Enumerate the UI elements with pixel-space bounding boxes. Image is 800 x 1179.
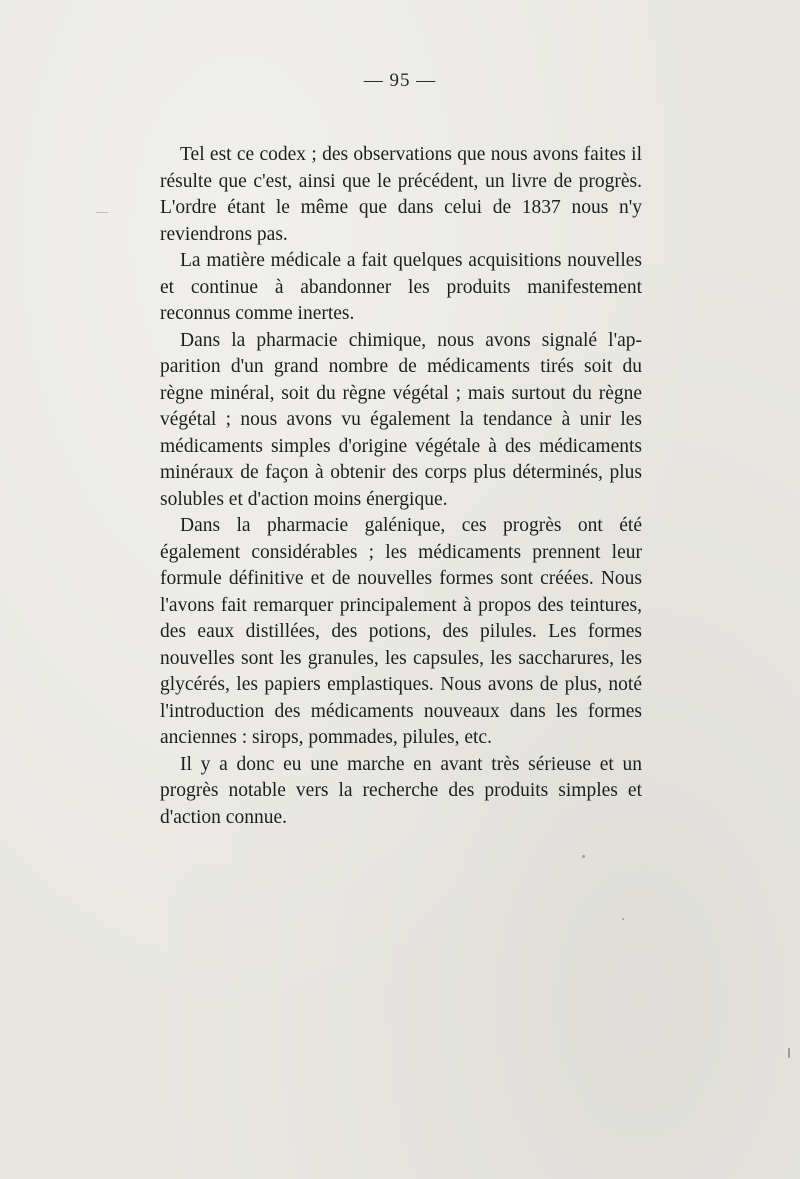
- page-number: — 95 —: [363, 70, 437, 91]
- paragraph-5: Il y a donc eu une marche en avant très sérieuse et un progrès notable vers la recherche des produits simples et d'action connue.: [160, 753, 642, 828]
- paragraph-2: La matière médicale a fait quelques acquisitions nouvelles et continue à abandonner les produits manifestement reconnus comme inertes.: [160, 250, 642, 324]
- paragraph-4: Dans la pharmacie galénique, ces progrès ont été également considérables ; les médicaments prennent leur formule définitive et de nouvelles formes sont créées. Nous l'avons fait remarquer principalement à propos des teintures, des eaux distillées, des potions, des pilules. Les formes nouvelles sont les granules, les capsules, les saccharures, les glycérés, les papiers emplastiques. Nous avons de plus, noté l'introduction des médicaments nouveaux dans les formes anciennes : sirops, pommades, pilules, etc.: [160, 515, 642, 748]
- paper-speck: [622, 918, 624, 920]
- paragraph-1: Tel est ce codex ; des observations que nous avons faites il résulte que c'est, ainsi que le précédent, un livre de progrès. L'ordre étant le même que dans celui de 1837 nous n'y reviendrons pas.: [160, 144, 642, 245]
- paper-speck: [96, 212, 108, 213]
- paragraph-3: Dans la pharmacie chimique, nous avons signalé l'apparition d'un grand nombre de médicaments tirés soit du règne minéral, soit du règne végétal ; mais surtout du règne végétal ; nous avons vu également la tendance à unir les médicaments simples d'origine végétale à des médicaments minéraux de façon à obtenir des corps plus déterminés, plus solubles et d'action moins énergique.: [160, 329, 642, 510]
- paper-speck: [582, 855, 585, 858]
- paper-speck: [788, 1048, 790, 1058]
- body-text: [160, 142, 642, 831]
